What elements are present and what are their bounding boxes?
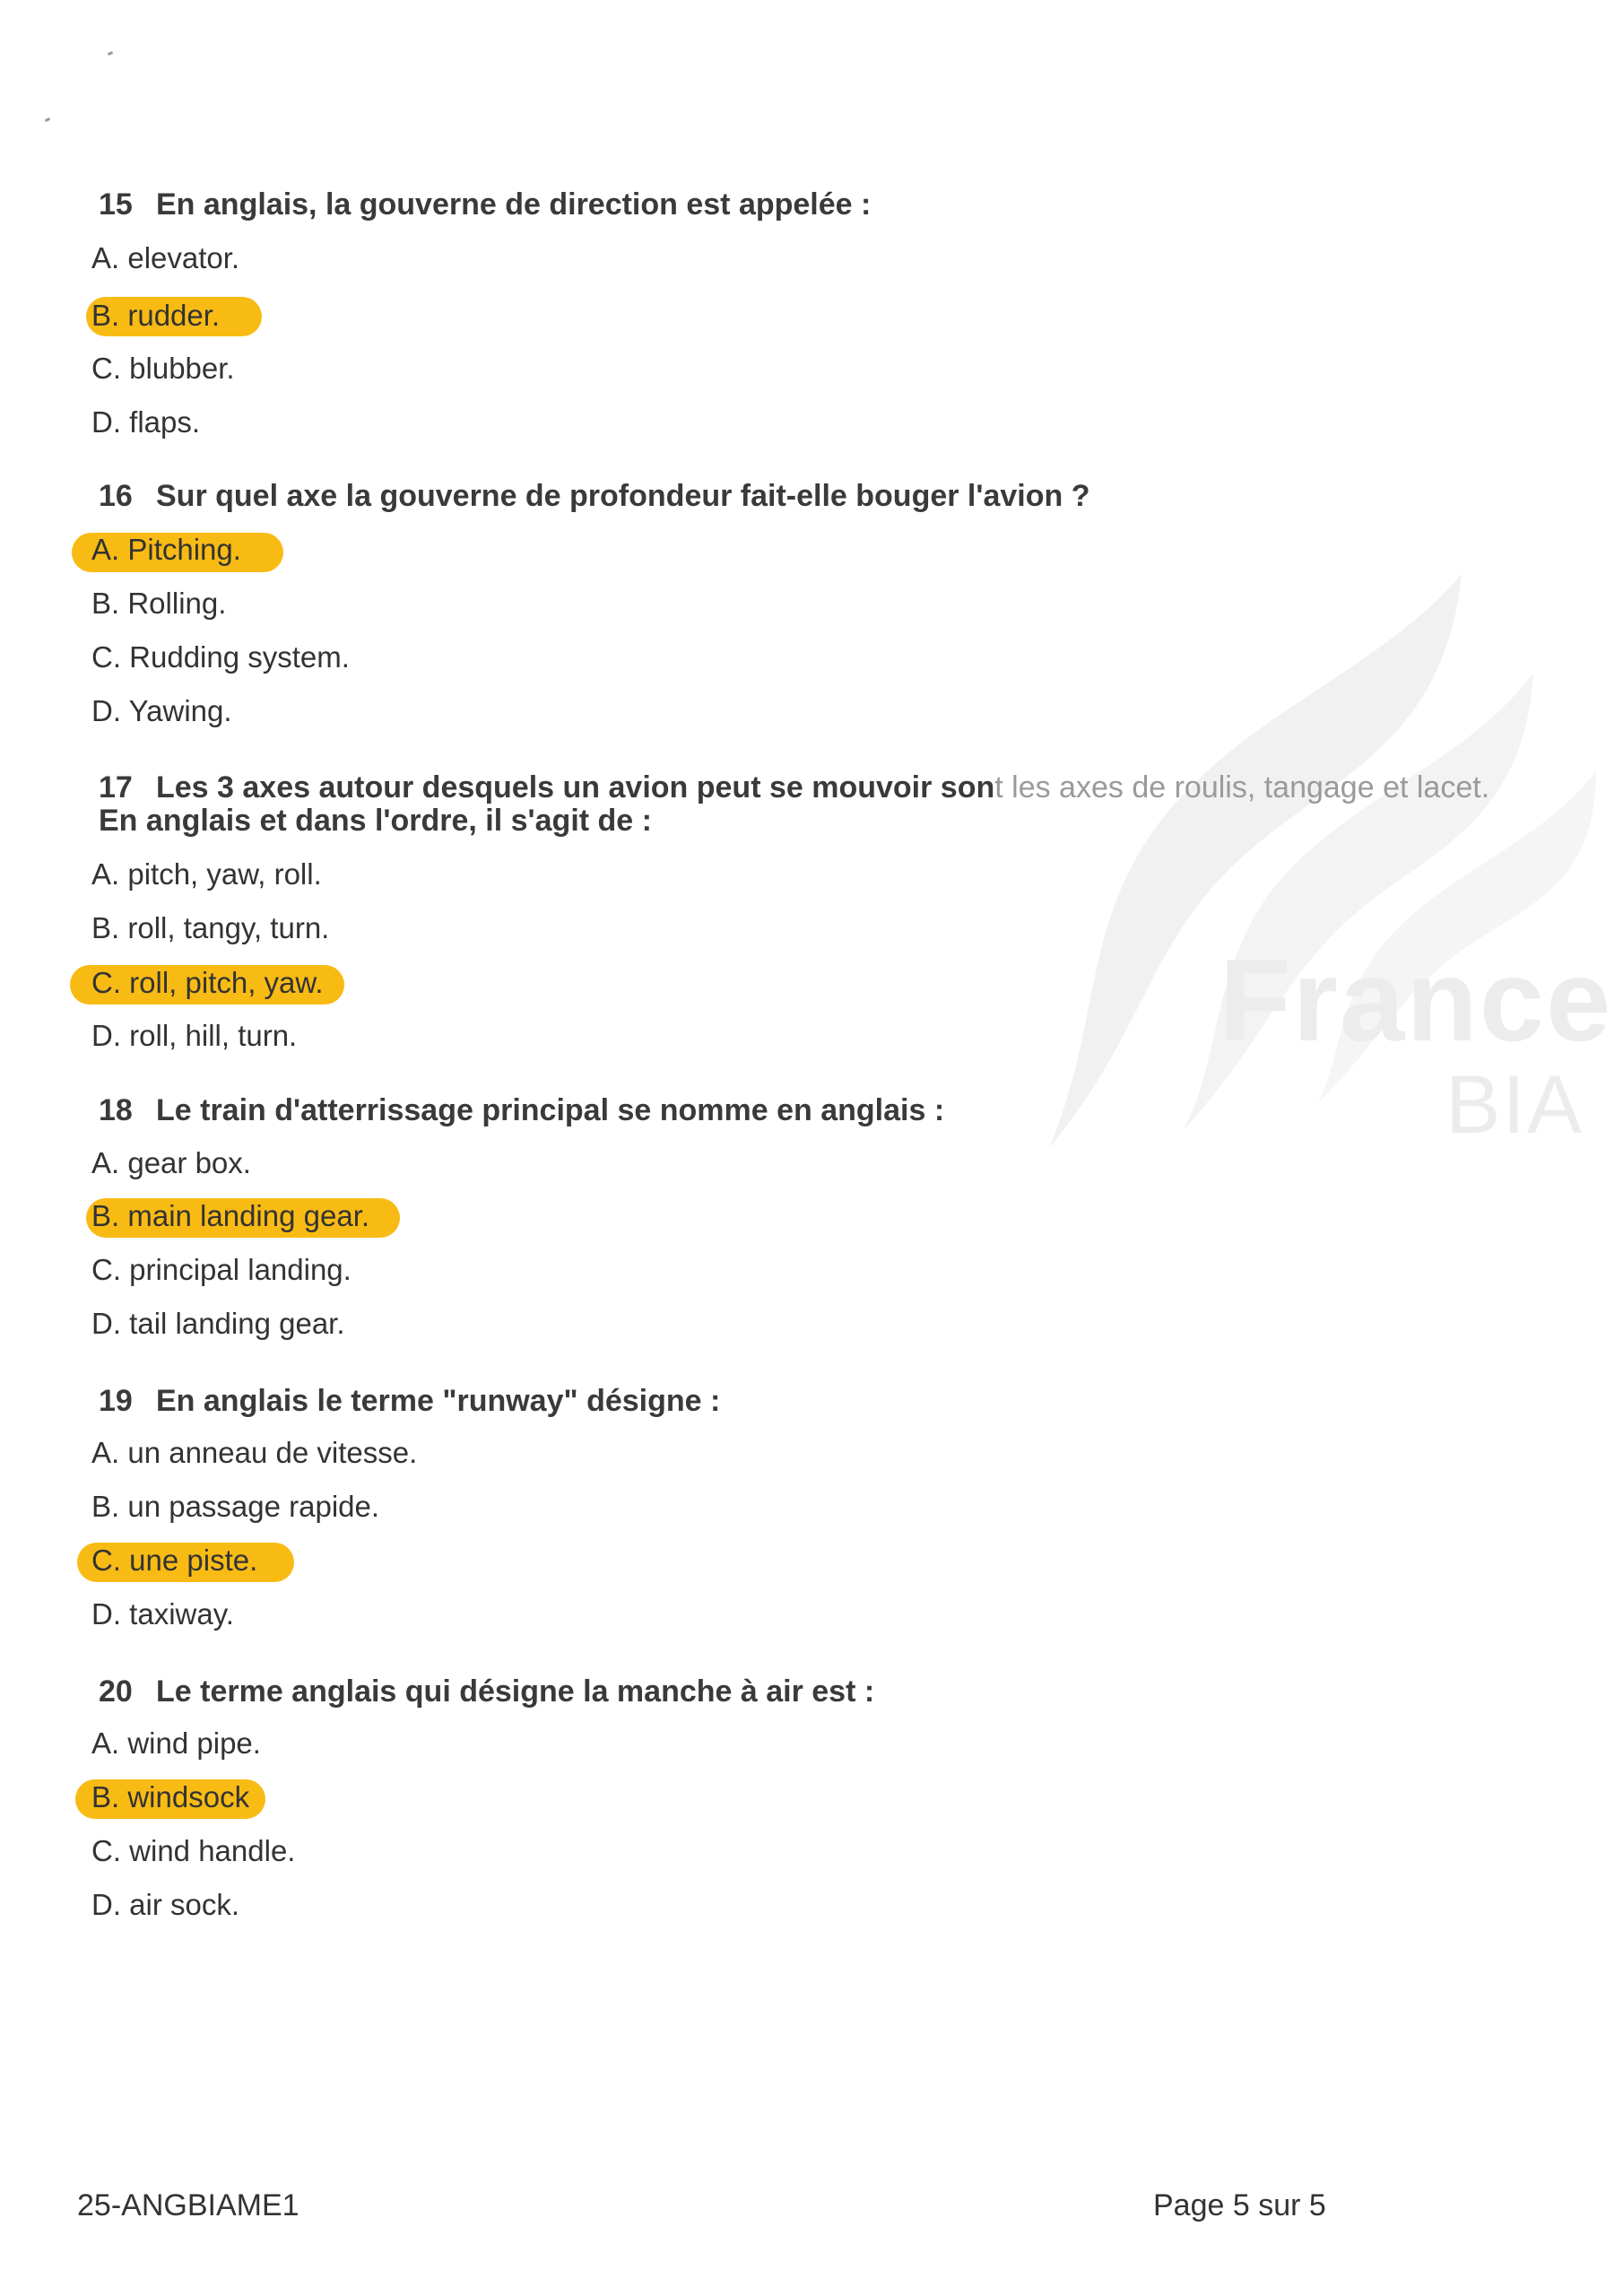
question-text: Le terme anglais qui désigne la manche à air est : bbox=[156, 1674, 875, 1709]
question-title bbox=[99, 1094, 1551, 1127]
question-number: 16 bbox=[99, 479, 133, 513]
option-a[interactable]: A. pitch, yaw, roll. bbox=[91, 857, 322, 891]
question-title bbox=[99, 188, 1551, 222]
option-c[interactable]: C. blubber. bbox=[91, 352, 235, 385]
option-b[interactable]: B. windsock bbox=[91, 1780, 250, 1813]
option-d[interactable]: D. air sock. bbox=[91, 1888, 240, 1921]
question-title bbox=[99, 1675, 1551, 1709]
option-d[interactable]: D. tail landing gear. bbox=[91, 1307, 345, 1340]
option-b[interactable]: B. main landing gear. bbox=[91, 1199, 370, 1232]
question-title bbox=[99, 480, 1551, 513]
question-text: Sur quel axe la gouverne de profondeur fait-elle bouger l'avion ? bbox=[156, 479, 1090, 513]
footer-exam-code: 25-ANGBIAME1 bbox=[77, 2188, 299, 2222]
option-d[interactable]: D. roll, hill, turn. bbox=[91, 1019, 298, 1052]
question-text-faded: t les axes de roulis, tangage et lacet. bbox=[994, 770, 1490, 804]
question-title bbox=[99, 1385, 1551, 1418]
question-17 bbox=[99, 771, 1551, 838]
question-19 bbox=[99, 1385, 1551, 1418]
footer-page-number: Page 5 sur 5 bbox=[1153, 2188, 1326, 2222]
question-text: Le train d'atterrissage principal se nomme en anglais : bbox=[156, 1093, 945, 1127]
question-number: 15 bbox=[99, 187, 133, 222]
option-a[interactable]: A. elevator. bbox=[91, 241, 240, 274]
option-a[interactable]: A. gear box. bbox=[91, 1146, 251, 1179]
question-20 bbox=[99, 1675, 1551, 1709]
option-a[interactable]: A. un anneau de vitesse. bbox=[91, 1436, 418, 1469]
question-number: 18 bbox=[99, 1093, 133, 1127]
option-c[interactable]: C. principal landing. bbox=[91, 1253, 352, 1286]
question-text-part1: Les 3 axes autour desquels un avion peut se mouvoir son bbox=[156, 770, 995, 804]
option-a[interactable]: A. wind pipe. bbox=[91, 1726, 261, 1760]
option-c[interactable]: C. wind handle. bbox=[91, 1834, 296, 1867]
option-b[interactable]: B. roll, tangy, turn. bbox=[91, 911, 330, 944]
option-d[interactable]: D. taxiway. bbox=[91, 1597, 234, 1631]
option-b[interactable]: B. Rolling. bbox=[91, 587, 227, 620]
watermark-france-text: France bbox=[1219, 935, 1613, 1065]
question-15 bbox=[99, 188, 1551, 222]
question-number: 19 bbox=[99, 1384, 133, 1418]
option-d[interactable]: D. flaps. bbox=[91, 405, 201, 439]
option-b[interactable]: B. un passage rapide. bbox=[91, 1490, 380, 1523]
watermark-bia-text: BIA bbox=[1445, 1059, 1584, 1151]
option-c[interactable]: C. une piste. bbox=[91, 1544, 258, 1577]
question-text: En anglais, la gouverne de direction est appelée : bbox=[156, 187, 872, 222]
scan-speck bbox=[108, 51, 114, 56]
scan-speck bbox=[45, 117, 51, 122]
question-16 bbox=[99, 480, 1551, 513]
option-c[interactable]: C. Rudding system. bbox=[91, 640, 350, 674]
question-18 bbox=[99, 1094, 1551, 1127]
question-text-line2: En anglais et dans l'ordre, il s'agit de : bbox=[99, 804, 652, 838]
option-a[interactable]: A. Pitching. bbox=[91, 533, 241, 566]
question-number: 17 bbox=[99, 770, 133, 804]
question-number: 20 bbox=[99, 1674, 133, 1709]
option-b[interactable]: B. rudder. bbox=[91, 299, 221, 332]
question-text: En anglais le terme "runway" désigne : bbox=[156, 1384, 721, 1418]
option-c[interactable]: C. roll, pitch, yaw. bbox=[91, 966, 324, 999]
option-d[interactable]: D. Yawing. bbox=[91, 694, 232, 727]
question-title bbox=[99, 771, 1551, 838]
